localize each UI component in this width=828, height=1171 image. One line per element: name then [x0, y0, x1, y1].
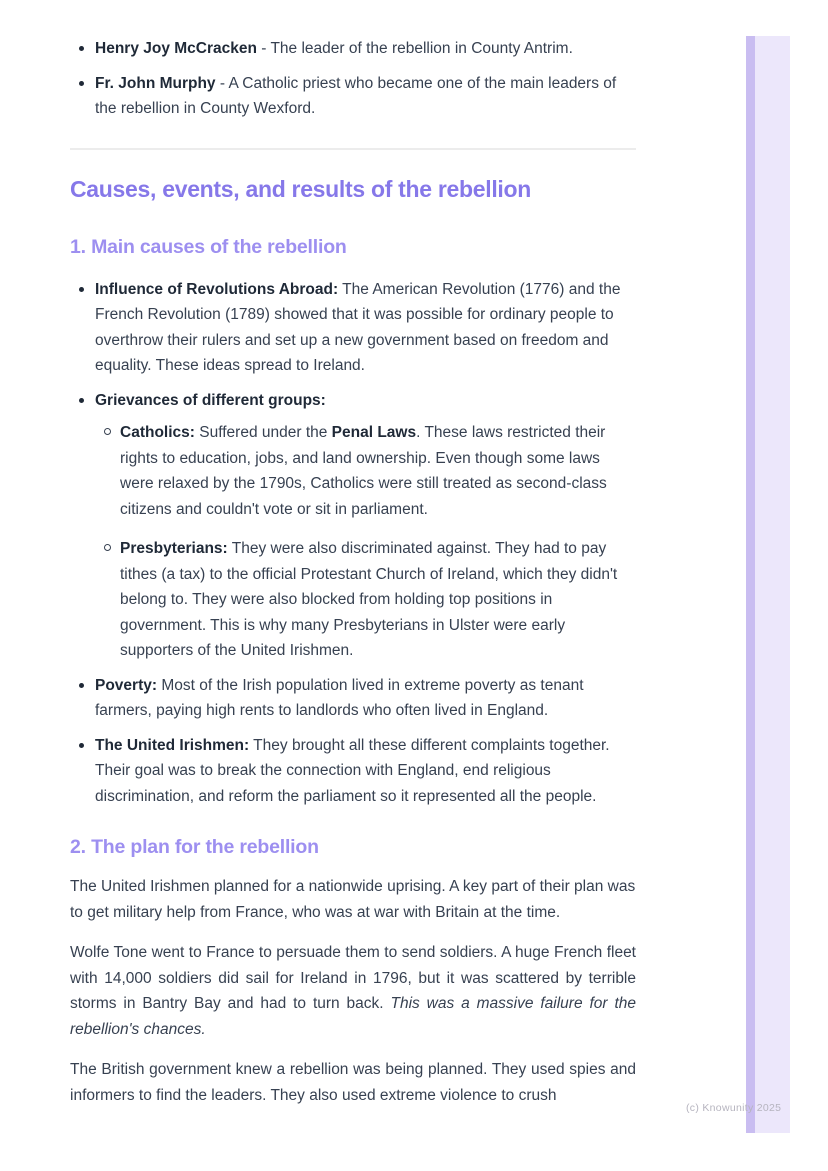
paragraph-text: Wolfe Tone went to France to persuade them to send soldiers. A huge French fleet with 14,000 soldiers did sail for Ireland in 1796, but it was scattered by terrible storms in Bantry Bay and had to turn back. — [70, 944, 636, 1012]
group-text: Suffered under the — [194, 424, 332, 441]
scroll-indicator[interactable] — [746, 36, 790, 1133]
leader-desc: - A Catholic priest who became one of the main leaders of the rebellion in County Wexford. — [95, 74, 617, 117]
sub-bullet-icon — [95, 420, 120, 435]
bullet-dot-icon — [79, 287, 84, 292]
list-item-united-irishmen — [70, 733, 636, 810]
cause-label: Influence of Revolutions Abroad: — [95, 280, 339, 298]
list-item-poverty — [70, 673, 636, 724]
list-item-henry-joy-mccracken — [70, 36, 636, 62]
leader-desc: - The leader of the rebellion in County Antrim. — [256, 40, 573, 57]
bullet-dot-icon — [79, 46, 84, 51]
list-item-influence — [70, 277, 636, 379]
cause-text: The American Revolution (1776) and the French Revolution (1789) showed that it was possible for ordinary people to overthrow their rulers and set up a new government based on freedom and equality. These ideas spread to Ireland. — [95, 280, 621, 374]
list-item-presbyterians — [95, 536, 636, 664]
list-item-text — [120, 536, 636, 664]
list-item-text — [120, 420, 636, 522]
bullet-dot-icon — [79, 398, 84, 403]
notes-content — [70, 0, 636, 1108]
scrollbar-thumb[interactable] — [746, 36, 755, 1133]
cause-text: They brought all these different complaints together. Their goal was to break the connection with England, end religious discrimination, and reform the parliament so it represented all the people. — [95, 736, 610, 805]
main-causes-list — [70, 277, 636, 810]
bullet-icon — [70, 388, 95, 403]
cause-label: Grievances of different groups: — [95, 391, 326, 409]
section-divider — [70, 148, 636, 150]
penal-laws-bold: Penal Laws — [331, 424, 417, 441]
cause-text: Most of the Irish population lived in extreme poverty as tenant farmers, paying high rents to landlords who often lived in England. — [95, 676, 584, 719]
bullet-icon — [70, 277, 95, 292]
bullet-icon — [70, 36, 95, 51]
list-item-catholics — [95, 420, 636, 522]
bullet-dot-icon — [79, 743, 84, 748]
bullet-icon — [70, 733, 95, 748]
scrollbar-track — [755, 36, 790, 1133]
list-item-text — [95, 277, 636, 379]
group-label: Presbyterians: — [120, 540, 228, 557]
subsection-title-plan: 2. The plan for the rebellion — [70, 836, 319, 858]
list-item-text — [95, 388, 636, 664]
leader-name: Fr. John Murphy — [95, 74, 216, 92]
list-item-text — [95, 71, 636, 122]
grievances-sublist — [95, 420, 636, 664]
bullet-circle-icon — [104, 428, 111, 435]
list-item-fr-john-murphy — [70, 71, 636, 122]
subsection-title-main-causes: 1. Main causes of the rebellion — [70, 235, 347, 258]
sub-bullet-icon — [95, 536, 120, 551]
group-text: They were also discriminated against. They had to pay tithes (a tax) to the official Protestant Church of Ireland, which they didn't belong to. They were also blocked from holding top positions in government. This is why many Presbyterians in Ulster were early supporters of the United Irishmen. — [120, 540, 618, 659]
bullet-circle-icon — [104, 544, 111, 551]
bullet-dot-icon — [79, 81, 84, 86]
cause-label: The United Irishmen: — [95, 736, 250, 754]
list-item-text — [95, 36, 636, 62]
bullet-dot-icon — [79, 683, 84, 688]
paragraph-wolfe-tone — [70, 940, 636, 1042]
list-item-text — [95, 673, 636, 724]
paragraph-plan-intro: The United Irishmen planned for a nationwide uprising. A key part of their plan was to get military help from France, who was at war with Britain at the time. — [70, 878, 636, 921]
list-item-grievances — [70, 388, 636, 664]
group-text: . These laws restricted their rights to education, jobs, and land ownership. Even though some laws were relaxed by the 1790s, Catholics were still treated as second-class citizens and couldn't vote or sit in parliament. — [120, 424, 607, 518]
leaders-list — [70, 36, 636, 122]
bullet-icon — [70, 71, 95, 86]
cause-label: Poverty: — [95, 676, 158, 694]
section-title: Causes, events, and results of the rebellion — [70, 175, 531, 202]
paragraph-british-government: The British government knew a rebellion was being planned. They used spies and informers to find the leaders. They also used extreme violence to crush — [70, 1061, 636, 1104]
list-item-text — [95, 733, 636, 810]
leader-name: Henry Joy McCracken — [95, 40, 257, 57]
watermark: (c) Knowunity 2025 — [686, 1102, 782, 1114]
paragraph-italic-text: This was a massive failure for the rebellion's chances. — [70, 995, 636, 1038]
group-label: Catholics: — [120, 424, 195, 441]
bullet-icon — [70, 673, 95, 688]
